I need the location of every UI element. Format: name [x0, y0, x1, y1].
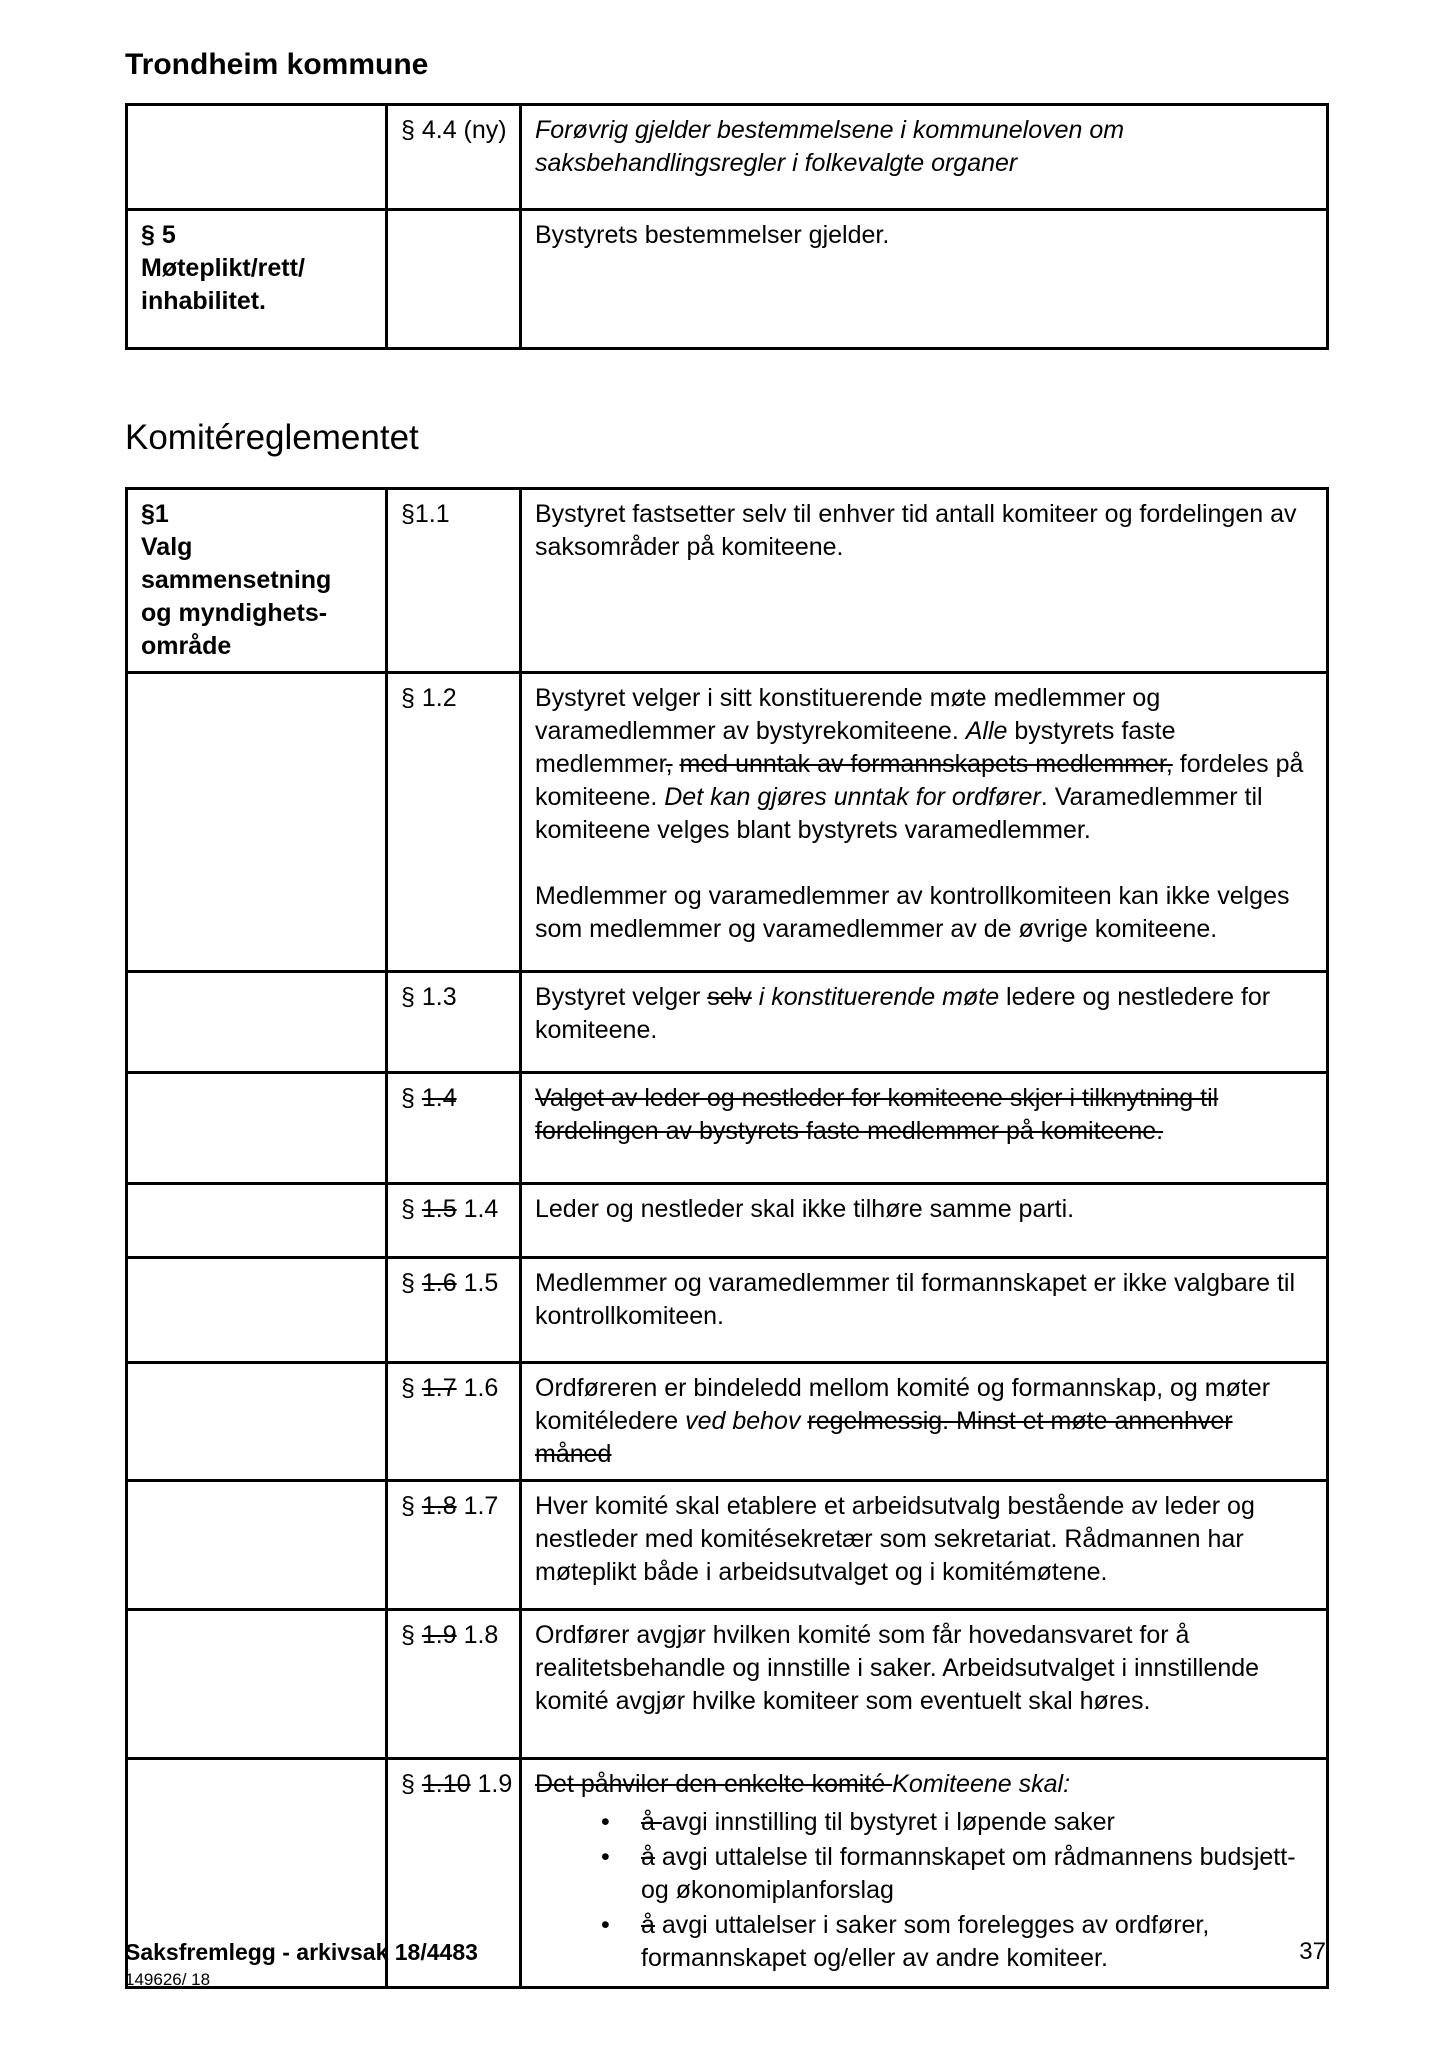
- bullet-item: [535, 1806, 1312, 1839]
- row-body-cell: [521, 1184, 1328, 1258]
- row-ref-cell: [387, 673, 521, 972]
- row-body-cell: [521, 673, 1328, 972]
- text-segment: §: [401, 1195, 422, 1223]
- text-segment: Valget av leder og nestleder for komiteene skjer i tilknytning til fordelingen av bystyrets faste medlemmer på komiteene.: [535, 1084, 1219, 1145]
- row-ref-cell: [387, 210, 521, 349]
- text-segment: fordeles på komiteene.: [535, 750, 1304, 811]
- table-row: [127, 105, 1328, 210]
- label-line: § 5: [141, 221, 176, 249]
- text-segment: §: [401, 1621, 422, 1649]
- text-segment: Medlemmer og varamedlemmer til formannskapet er ikke valgbare til kontrollkomiteen.: [535, 1269, 1296, 1330]
- row-label-cell: [127, 105, 387, 210]
- text-segment: ,: [665, 750, 673, 778]
- text-segment: Ordfører avgjør hvilken komité som får hovedansvaret for å realitetsbehandle og innstille i saker. Arbeidsutvalget i innstillende komité avgjør hvilke komiteer som eventuelt skal høres.: [535, 1621, 1260, 1715]
- row-ref-cell: [387, 489, 521, 673]
- text-segment: [673, 750, 680, 778]
- row-ref-cell: [387, 1073, 521, 1184]
- paragraph: [535, 219, 1312, 252]
- footer-page-number: 37: [1299, 1938, 1326, 1965]
- row-label-cell: [127, 1258, 387, 1363]
- footer-archive-number: 149626/ 18: [125, 1970, 211, 1989]
- text-segment: Forøvrig gjelder bestemmelsene i kommuneloven om saksbehandlingsregler i folkevalgte organer: [535, 116, 1125, 177]
- row-label-cell: [127, 1073, 387, 1184]
- row-body-cell: [521, 489, 1328, 673]
- table-row: [127, 1258, 1328, 1363]
- text-segment: å: [641, 1843, 655, 1871]
- row-body-cell: [521, 1363, 1328, 1481]
- text-segment: 1.4: [456, 1195, 499, 1223]
- paragraph: [535, 1372, 1312, 1471]
- row-label-cell: [127, 489, 387, 673]
- text-segment: bystyrets faste medlemmer: [535, 717, 1176, 778]
- row-ref-cell: [387, 972, 521, 1073]
- table-row: [127, 1481, 1328, 1610]
- text-segment: Bystyrets bestemmelser gjelder.: [535, 221, 890, 249]
- row-label-cell: [127, 1184, 387, 1258]
- row-ref-cell: [387, 1481, 521, 1610]
- text-segment: avgi uttalelse til formannskapet om rådmannens budsjett- og økonomiplanforslag: [641, 1843, 1296, 1904]
- row-label-cell: [127, 210, 387, 349]
- paragraph: [535, 498, 1312, 564]
- text-segment: § 4.4 (ny): [401, 116, 507, 144]
- text-segment: Bystyret velger i sitt konstituerende møte medlemmer og varamedlemmer av bystyrekomiteene.: [535, 684, 1161, 745]
- text-segment: Bystyret fastsetter selv til enhver tid antall komiteer og fordelingen av saksområder på komiteene.: [535, 500, 1297, 561]
- paragraph: [535, 114, 1312, 180]
- text-segment: selv: [707, 983, 752, 1011]
- komitereglementet-table: [125, 487, 1329, 1989]
- text-segment: 1.9: [470, 1770, 513, 1798]
- text-segment: 1.5: [421, 1195, 457, 1223]
- text-segment: Leder og nestleder skal ikke tilhøre samme parti.: [535, 1195, 1075, 1223]
- paragraph: [535, 1267, 1312, 1333]
- section-heading: Komitéreglementet: [125, 418, 419, 457]
- text-segment: Ordføreren er bindeledd mellom komité og formannskap, og møter komitéledere: [535, 1374, 1271, 1435]
- regulations-table-top: [125, 103, 1329, 350]
- footer-doc-reference: Saksfremlegg - arkivsak 18/4483: [125, 1939, 478, 1965]
- text-segment: §: [401, 1269, 422, 1297]
- label-line: og myndighets-: [141, 599, 328, 627]
- label-line: Valg sammensetning: [141, 533, 332, 594]
- row-body-cell: [521, 1481, 1328, 1610]
- row-body-cell: [521, 105, 1328, 210]
- text-segment: §: [401, 1770, 422, 1798]
- label-line: område: [141, 632, 232, 660]
- text-segment: 1.9: [421, 1621, 457, 1649]
- text-segment: . Varamedlemmer til komiteene velges blant bystyrets varamedlemmer.: [535, 783, 1263, 844]
- row-label-cell: [127, 1363, 387, 1481]
- text-segment: 1.4: [421, 1084, 457, 1112]
- paragraph: [535, 1193, 1312, 1226]
- table-row: [127, 673, 1328, 972]
- paragraph: [535, 1619, 1312, 1718]
- page-title: Trondheim kommune: [125, 48, 429, 81]
- text-segment: i konstituerende møte: [758, 983, 1000, 1011]
- table-row: [127, 489, 1328, 673]
- row-label-cell: [127, 1481, 387, 1610]
- row-ref-cell: [387, 1610, 521, 1759]
- text-segment: å: [641, 1911, 655, 1939]
- table-row: [127, 1073, 1328, 1184]
- row-body-cell: [521, 210, 1328, 349]
- text-segment: ved behov: [685, 1407, 801, 1435]
- text-segment: regelmessig. Minst et møte annenhver måned: [535, 1407, 1233, 1468]
- paragraph: [535, 880, 1312, 946]
- text-segment: 1.6: [421, 1269, 457, 1297]
- row-body-cell: [521, 972, 1328, 1073]
- row-ref-cell: [387, 1258, 521, 1363]
- text-segment: §: [401, 1084, 422, 1112]
- bullet-marker: •: [601, 1808, 610, 1836]
- text-segment: 1.7: [421, 1374, 457, 1402]
- bullet-item: [535, 1841, 1312, 1907]
- paragraph: [535, 1768, 1312, 1801]
- table-row: [127, 1363, 1328, 1481]
- bullet-marker: •: [601, 1843, 610, 1871]
- text-segment: Bystyret velger: [535, 983, 708, 1011]
- text-segment: 1.6: [456, 1374, 499, 1402]
- paragraph: [535, 1082, 1312, 1148]
- text-segment: §1.1: [401, 500, 450, 528]
- paragraph: [535, 682, 1312, 847]
- paragraph: [535, 1490, 1312, 1589]
- row-body-cell: [521, 1258, 1328, 1363]
- text-segment: Komiteene skal:: [892, 1770, 1071, 1798]
- page-footer: [125, 1938, 1326, 1990]
- text-segment: Det kan gjøres unntak for ordfører: [664, 783, 1041, 811]
- table-row: [127, 972, 1328, 1073]
- table-row: [127, 1184, 1328, 1258]
- label-line: inhabilitet.: [141, 287, 266, 315]
- text-segment: 1.8: [456, 1621, 499, 1649]
- label-line: §1: [141, 500, 169, 528]
- text-segment: ledere og nestledere for komiteene.: [535, 983, 1271, 1044]
- text-segment: §: [401, 1374, 422, 1402]
- bullet-marker: •: [601, 1911, 610, 1939]
- text-segment: § 1.2: [401, 684, 457, 712]
- text-segment: avgi innstilling til bystyret i løpende saker: [661, 1808, 1115, 1836]
- row-label-cell: [127, 1610, 387, 1759]
- text-segment: [752, 983, 759, 1011]
- table-row: [127, 1610, 1328, 1759]
- text-segment: § 1.3: [401, 983, 457, 1011]
- text-segment: avgi uttalelser i saker som forelegges av ordfører, formannskapet og/eller av andre komiteer.: [641, 1911, 1210, 1972]
- text-segment: med unntak av formannskapets medlemmer,: [679, 750, 1173, 778]
- text-segment: 1.7: [456, 1492, 499, 1520]
- table-row: [127, 210, 1328, 349]
- text-segment: 1.10: [421, 1770, 471, 1798]
- text-segment: Alle: [965, 717, 1008, 745]
- text-segment: Hver komité skal etablere et arbeidsutvalg bestående av leder og nestleder med komitésekretær som sekretariat. Rådmannen har møteplikt både i arbeidsutvalget og i komitémøtene.: [535, 1492, 1255, 1586]
- text-segment: Det påhviler den enkelte komité: [535, 1770, 893, 1798]
- row-ref-cell: [387, 1363, 521, 1481]
- row-body-cell: [521, 1073, 1328, 1184]
- row-body-cell: [521, 1610, 1328, 1759]
- row-ref-cell: [387, 105, 521, 210]
- row-label-cell: [127, 972, 387, 1073]
- row-label-cell: [127, 673, 387, 972]
- text-segment: 1.5: [456, 1269, 499, 1297]
- text-segment: å: [641, 1808, 662, 1836]
- row-ref-cell: [387, 1184, 521, 1258]
- paragraph: [535, 981, 1312, 1047]
- label-line: Møteplikt/rett/: [141, 254, 305, 282]
- text-segment: 1.8: [421, 1492, 457, 1520]
- text-segment: §: [401, 1492, 422, 1520]
- text-segment: Medlemmer og varamedlemmer av kontrollkomiteen kan ikke velges som medlemmer og varamedlemmer av de øvrige komiteene.: [535, 882, 1290, 943]
